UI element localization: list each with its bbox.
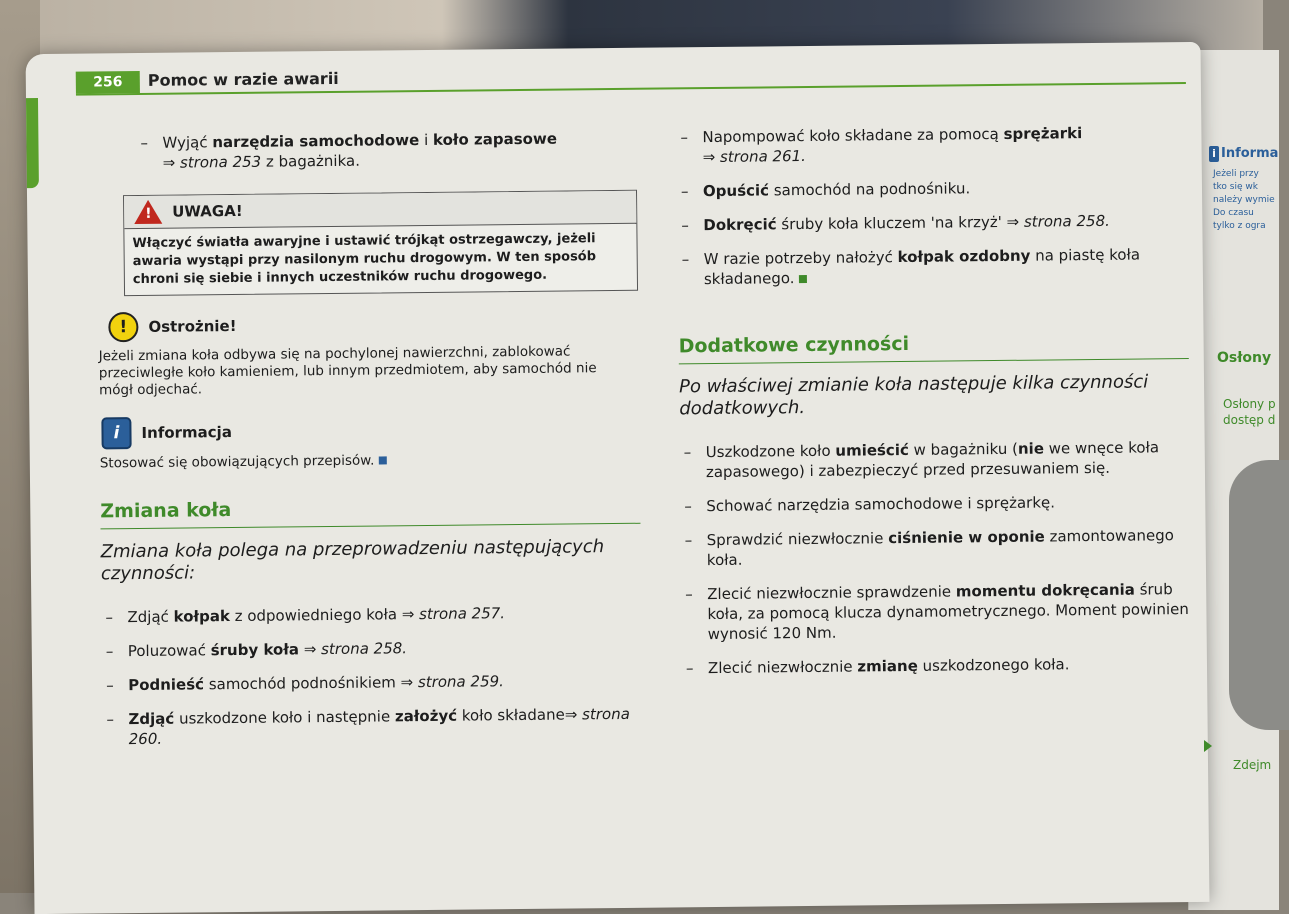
next-page-info-heading: i Informa xyxy=(1209,146,1278,162)
list-item: – Zdjąć kołpak z odpowiedniego koła ⇒ strona 257. xyxy=(101,602,661,628)
caution-icon: ! xyxy=(108,312,138,342)
list-item: – Poluzować śruby koła ⇒ strona 258. xyxy=(102,636,662,662)
list-item: – Zdjąć uszkodzone koło i następnie założyć koło składane⇒ strona 260. xyxy=(102,704,662,750)
list-item: – Wyjąć narzędzia samochodowe i koło zapasowe ⇒ strona 253 z bagażnika. xyxy=(136,128,656,173)
info-text: Stosować się obowiązujących przepisów. xyxy=(100,450,630,473)
chapter-title: Pomoc w razie awarii xyxy=(147,68,339,90)
left-column xyxy=(96,128,663,764)
list-item: – Podnieść samochód podnośnikiem ⇒ strona 259. xyxy=(102,670,662,696)
next-page-section-text: Osłony p dostęp d xyxy=(1223,397,1276,427)
list-item: – W razie potrzeby nałożyć kołpak ozdobny na piastę koła składanego. xyxy=(678,244,1198,289)
list-item: – Sprawdzić niezwłocznie ciśnienie w oponie zamontowanego koła. xyxy=(681,525,1201,570)
list-item: – Zlecić niezwłocznie zmianę uszkodzonego koła. xyxy=(682,653,1202,678)
caution-text: Jeżeli zmiana koła odbywa się na pochylonej nawierzchni, zablokować przeciwległe koło kamieniem, lub innym przedmiotem, aby samochód nie mógł odjechać. xyxy=(98,343,597,399)
manual-page xyxy=(26,42,1210,914)
next-page-section-heading: Osłony xyxy=(1217,350,1272,366)
list-item: – Uszkodzone koło umieścić w bagażniku (nie we wnęce koła zapasowego) i zabezpieczyć przed przesuwaniem się. xyxy=(680,437,1200,482)
list-item: – Napompować koło składane za pomocą sprężarki ⇒ strona 261. xyxy=(676,122,1196,167)
page-number: 256 xyxy=(76,71,140,94)
page-header xyxy=(26,60,1201,96)
list-item: – Schować narzędzia samochodowe i sprężarkę. xyxy=(680,491,1200,516)
section-intro-dodatkowe: Po właściwej zmianie koła następuje kilka czynności dodatkowych. xyxy=(678,371,1149,420)
warning-triangle-icon: ! xyxy=(134,200,162,224)
end-marker-icon xyxy=(378,456,386,464)
list-item: – Opuścić samochód na podnośniku. xyxy=(677,176,1197,201)
next-page-info-text: Jeżeli przy tko się wk należy wymie Do czasu tylko z ogra xyxy=(1213,169,1275,231)
chapter-tab-marker xyxy=(26,98,39,188)
section-title-zmiana: Zmiana koła xyxy=(100,495,640,530)
continue-arrow-icon xyxy=(1204,740,1212,752)
info-header xyxy=(101,412,659,450)
list-item: – Zlecić niezwłocznie sprawdzenie momentu dokręcania śrub koła, za pomocą klucza dynamometrycznego. Moment powinien wynosić 120 Nm. xyxy=(681,579,1202,644)
warning-header xyxy=(124,191,636,229)
caution-header xyxy=(108,307,658,343)
info-icon: i xyxy=(1209,146,1219,162)
info-title: Informacja xyxy=(141,423,232,442)
warning-text: Włączyć światła awaryjne i ustawić trójkąt ostrzegawczy, jeżeli awaria wystąpi przy nasilonym ruchu drogowym. W ten sposób chroni się siebie i innych uczestników ruchu drogowego. xyxy=(132,231,597,288)
section-title-dodatkowe: Dodatkowe czynności xyxy=(679,330,1189,364)
section-intro-zmiana: Zmiana koła polega na przeprowadzeniu następujących czynności: xyxy=(100,536,605,585)
warning-title: UWAGA! xyxy=(172,201,243,221)
right-column xyxy=(676,122,1202,692)
caution-title: Ostrożnie! xyxy=(148,316,237,336)
info-icon: i xyxy=(101,417,131,449)
list-item: – Dokręcić śruby koła kluczem 'na krzyż' ⇒ strona 258. xyxy=(677,210,1197,235)
next-page-step: Zdejm xyxy=(1233,758,1272,772)
next-page-illustration xyxy=(1229,460,1289,730)
end-marker-icon xyxy=(798,275,806,283)
warning-box xyxy=(123,190,638,296)
